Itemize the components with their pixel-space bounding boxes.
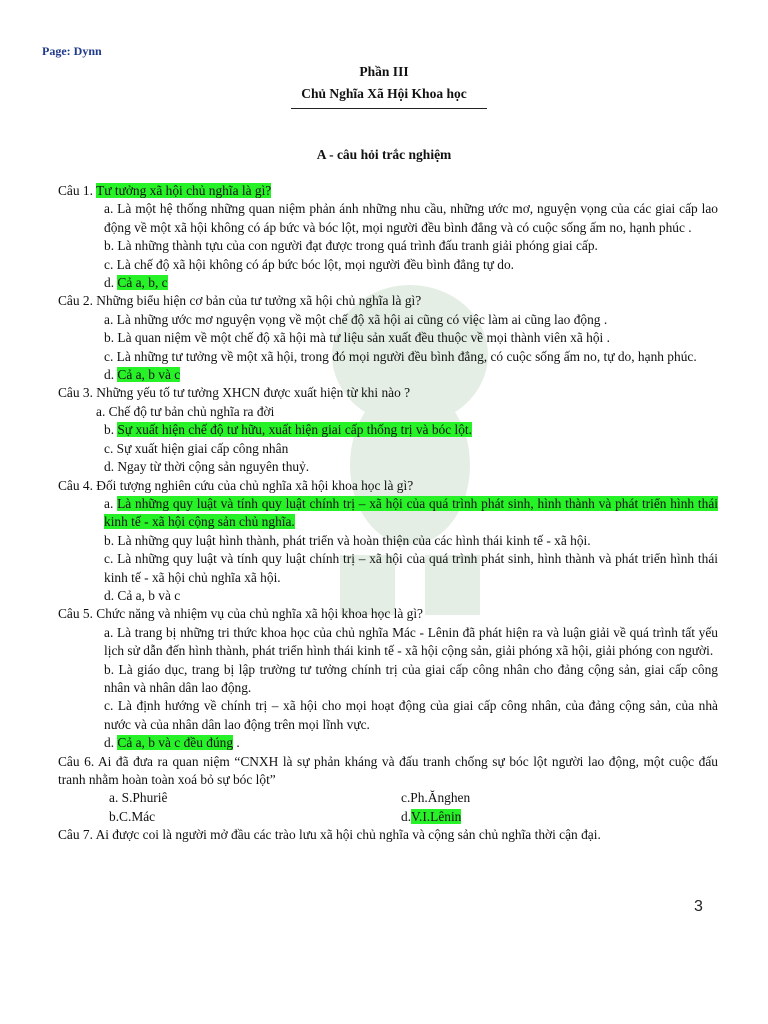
question-1	[58, 182, 718, 292]
option-c: c.Ph.Ănghen	[401, 790, 471, 806]
question-7	[58, 826, 718, 844]
title-underline	[291, 108, 487, 109]
question-4	[58, 477, 718, 606]
option-c: c. Sự xuất hiện giai cấp công nhân	[104, 440, 289, 456]
option-a-answer: Là những quy luật và tính quy luật chính trị – xã hội của quá trình phát sinh, hình thành và phát triển hình thái kinh tế - xã hội cộng sản chủ nghĩa.	[104, 495, 718, 530]
chapter-title: Chủ Nghĩa Xã Hội Khoa học	[301, 86, 467, 101]
option-d: d. Cả a, b và c	[104, 587, 181, 603]
section-heading: A - câu hỏi trắc nghiệm	[316, 147, 452, 162]
option-d-answer: Cả a, b và c	[117, 367, 181, 383]
option-b: b. Là giáo dục, trang bị lập trường tư tưởng chính trị của giai cấp công nhân cho đảng cộng sản, giai cấp công nhân và nhân dân lao động.	[104, 661, 718, 695]
option-b: b. Là quan niệm về một chế độ xã hội mà tư liệu sản xuất đều thuộc về mọi thành viên xã hội .	[104, 330, 610, 346]
question-2	[58, 292, 718, 384]
option-b: b.C.Mác	[109, 808, 156, 824]
option-b: b. Là những thành tựu của con người đạt được trong quá trình đấu tranh giải phóng giai cấp.	[104, 238, 598, 254]
option-d-suffix: .	[233, 735, 240, 751]
option-d-prefix: d.	[401, 808, 412, 824]
option-d-answer: V.I.Lênin	[411, 808, 462, 824]
page-label: Page: Dynn	[42, 44, 102, 58]
option-b-prefix: b.	[104, 422, 118, 438]
question-text: Câu 3. Những yếu tố tư tưởng XHCN được xuất hiện từ khi nào ?	[58, 385, 411, 401]
question-text: Câu 7. Ai được coi là người mở đầu các trào lưu xã hội chủ nghĩa và cộng sản chủ nghĩa thời cận đại.	[58, 827, 601, 843]
part-heading: Phần III	[359, 64, 409, 79]
option-grid	[58, 789, 718, 826]
question-6	[58, 753, 718, 827]
page-number: 3	[694, 898, 703, 915]
option-a: a. S.Phuriê	[109, 790, 168, 806]
option-a: a. Là những ước mơ nguyện vọng về một chế độ xã hội ai cũng có việc làm ai cũng lao động .	[104, 311, 608, 327]
option-d-answer: Cả a, b, c	[117, 275, 168, 291]
question-text: Câu 5. Chức năng và nhiệm vụ của chủ nghĩa xã hội khoa học là gì?	[58, 606, 423, 622]
option-a: a. Là một hệ thống những quan niệm phản ánh những nhu cầu, những ước mơ, nguyện vọng của các giai cấp lao động về một xã hội không có áp bức và bóc lột, mọi người đều bình đẳng và có cuộc sống ấm no, hạnh phúc .	[104, 201, 718, 235]
question-text: Câu 4. Đối tượng nghiên cứu của chủ nghĩa xã hội khoa học là gì?	[58, 477, 414, 493]
question-text-highlighted: Tư tưởng xã hội chủ nghĩa là gì?	[96, 183, 272, 198]
option-b: b. Là những quy luật hình thành, phát triển và hoàn thiện của các hình thái kinh tế - xã hội.	[104, 532, 591, 548]
question-text: Câu 2. Những biểu hiện cơ bản của tư tưởng xã hội chủ nghĩa là gì?	[58, 293, 422, 309]
option-c: c. Là định hướng về chính trị – xã hội cho mọi hoạt động của giai cấp công nhân, của đảng cộng sản, của nhà nước và của nhân dân lao động trên mọi lĩnh vực.	[104, 698, 718, 732]
option-a: a. Chế độ tư bản chủ nghĩa ra đời	[96, 403, 275, 419]
option-c: c. Là những quy luật và tính quy luật chính trị – xã hội của quá trình phát sinh, hình thành và phát triển hình thái kinh tế - xã hội chủ nghĩa xã hội.	[104, 551, 718, 585]
option-a: a. Là trang bị những tri thức khoa học của chủ nghĩa Mác - Lênin đã phát hiện ra và luận giải về quá trình tất yếu lịch sử dẫn đến hình thành, phát triển hình thái kinh tế - xã hội cộng sản, giải phóng xã hội, giải phóng con người.	[104, 624, 718, 659]
option-d-prefix: d.	[104, 275, 118, 291]
question-prefix: Câu 1.	[58, 183, 97, 198]
option-c: c. Là chế độ xã hội không có áp bức bóc lột, mọi người đều bình đẳng tự do.	[104, 256, 515, 272]
option-d-prefix: d.	[104, 367, 118, 383]
option-c: c. Là những tư tưởng về một xã hội, trong đó mọi người đều bình đẳng, có cuộc sống ấm no, tự do, hạnh phúc.	[104, 348, 697, 364]
option-d: d. Ngay từ thời cộng sản nguyên thuỷ.	[104, 459, 310, 475]
question-5	[58, 605, 718, 752]
question-3	[58, 384, 718, 476]
option-d-answer: Cả a, b và c đều đúng	[117, 735, 234, 751]
option-b-answer: Sự xuất hiện chế độ tư hữu, xuất hiện giai cấp thống trị và bóc lột.	[117, 422, 472, 438]
option-a-prefix: a.	[104, 495, 118, 511]
question-text: Câu 6. Ai đã đưa ra quan niệm “CNXH là sự phản kháng và đấu tranh chống sự bóc lột người lao động, một cuộc đấu tranh nhằm hoàn toàn xoá bỏ sự bóc lột”	[58, 753, 718, 787]
question-list	[58, 182, 718, 845]
option-d-prefix: d.	[104, 735, 118, 751]
